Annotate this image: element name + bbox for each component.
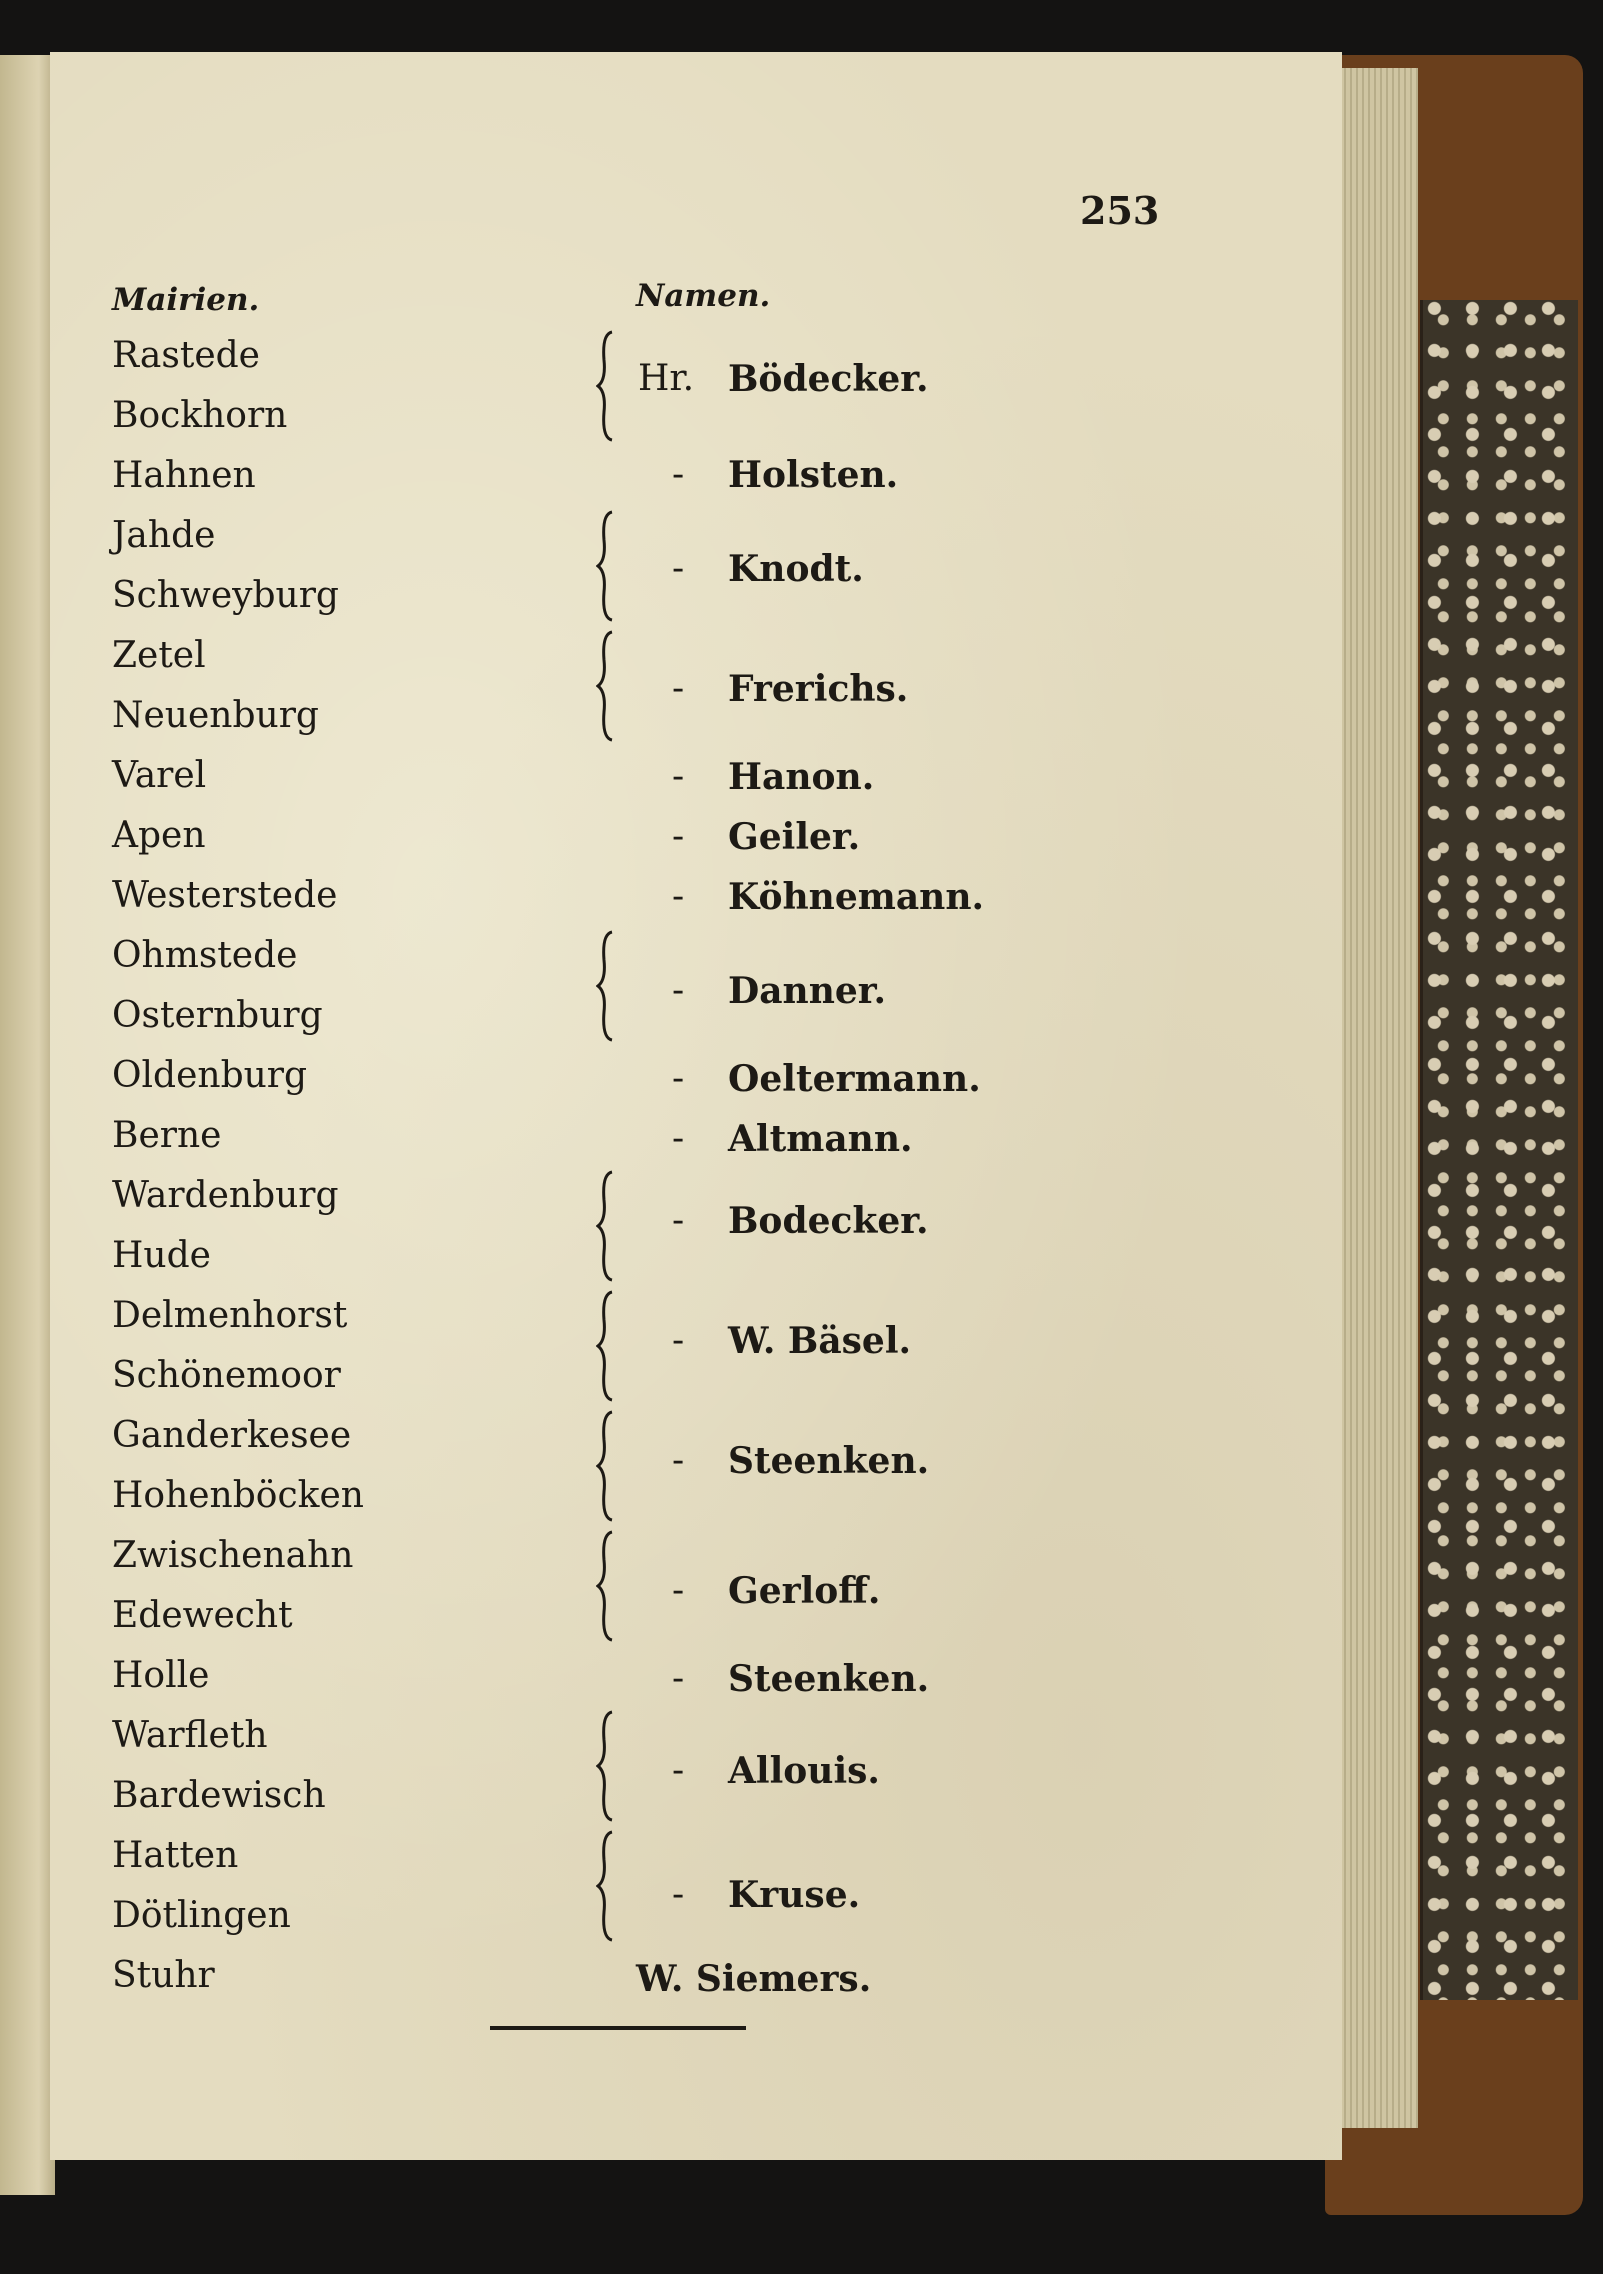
official-name: Oeltermann.	[728, 1058, 981, 1100]
ditto-dash: -	[672, 1750, 685, 1791]
ditto-dash: -	[672, 1440, 685, 1481]
ditto-dash: -	[672, 668, 685, 709]
place-name: Hahnen	[112, 455, 256, 496]
place-name: Westerstede	[112, 875, 338, 916]
name-prefix: Hr.	[638, 358, 695, 399]
ditto-dash: -	[672, 756, 685, 797]
place-name: Bardewisch	[112, 1775, 326, 1816]
brace-icon	[596, 330, 618, 442]
place-name: Neuenburg	[112, 695, 319, 736]
place-name: Hude	[112, 1235, 211, 1276]
brace-icon	[596, 1290, 618, 1402]
brace-icon	[596, 1830, 618, 1942]
ditto-dash: -	[672, 970, 685, 1011]
place-name: Zetel	[112, 635, 206, 676]
brace-icon	[596, 1170, 618, 1282]
place-name: Berne	[112, 1115, 222, 1156]
ditto-dash: -	[672, 1320, 685, 1361]
official-name: W. Bäsel.	[728, 1320, 912, 1362]
facing-page-edge	[0, 55, 55, 2195]
page-number: 253	[1080, 188, 1160, 233]
brace-icon	[596, 510, 618, 622]
ditto-dash: -	[672, 1118, 685, 1159]
official-name: Steenken.	[728, 1440, 930, 1482]
official-name: Gerloff.	[728, 1570, 881, 1612]
official-name: Bodecker.	[728, 1200, 929, 1242]
ditto-dash: -	[672, 454, 685, 495]
ditto-dash: -	[672, 1658, 685, 1699]
place-name: Varel	[112, 755, 207, 796]
place-name: Ganderkesee	[112, 1415, 352, 1456]
place-name: Hohenböcken	[112, 1475, 364, 1516]
place-name: Edewecht	[112, 1595, 293, 1636]
official-name: W. Siemers.	[636, 1958, 872, 2000]
column-header-mairien: Mairien.	[112, 282, 260, 318]
place-name: Holle	[112, 1655, 210, 1696]
official-name: Knodt.	[728, 548, 864, 590]
brace-icon	[596, 1710, 618, 1822]
place-name: Apen	[112, 815, 206, 856]
place-name: Ohmstede	[112, 935, 298, 976]
page-edges	[1340, 68, 1418, 2128]
brace-icon	[596, 1530, 618, 1642]
ditto-dash: -	[672, 1200, 685, 1241]
brace-icon	[596, 1410, 618, 1522]
place-name: Bockhorn	[112, 395, 288, 436]
official-name: Altmann.	[728, 1118, 913, 1160]
official-name: Danner.	[728, 970, 886, 1012]
ditto-dash: -	[672, 1570, 685, 1611]
place-name: Schönemoor	[112, 1355, 341, 1396]
place-name: Wardenburg	[112, 1175, 339, 1216]
place-name: Schweyburg	[112, 575, 339, 616]
place-name: Rastede	[112, 335, 260, 376]
ditto-dash: -	[672, 1058, 685, 1099]
official-name: Kruse.	[728, 1874, 861, 1916]
place-name: Delmenhorst	[112, 1295, 348, 1336]
official-name: Bödecker.	[728, 358, 929, 400]
ditto-dash: -	[672, 816, 685, 857]
official-name: Allouis.	[728, 1750, 880, 1792]
official-name: Holsten.	[728, 454, 899, 496]
place-name: Jahde	[112, 515, 216, 556]
brace-icon	[596, 630, 618, 742]
ditto-dash: -	[672, 1874, 685, 1915]
official-name: Steenken.	[728, 1658, 930, 1700]
ditto-dash: -	[672, 548, 685, 589]
closing-rule	[490, 2026, 746, 2030]
place-name: Stuhr	[112, 1955, 215, 1996]
place-name: Oldenburg	[112, 1055, 308, 1096]
ditto-dash: -	[672, 876, 685, 917]
marbled-cover-paper	[1420, 300, 1578, 2000]
official-name: Hanon.	[728, 756, 875, 798]
place-name: Hatten	[112, 1835, 239, 1876]
place-name: Dötlingen	[112, 1895, 291, 1936]
place-name: Osternburg	[112, 995, 323, 1036]
official-name: Frerichs.	[728, 668, 909, 710]
official-name: Köhnemann.	[728, 876, 985, 918]
column-header-namen: Namen.	[636, 278, 771, 314]
brace-icon	[596, 930, 618, 1042]
place-name: Zwischenahn	[112, 1535, 354, 1576]
official-name: Geiler.	[728, 816, 861, 858]
place-name: Warfleth	[112, 1715, 268, 1756]
